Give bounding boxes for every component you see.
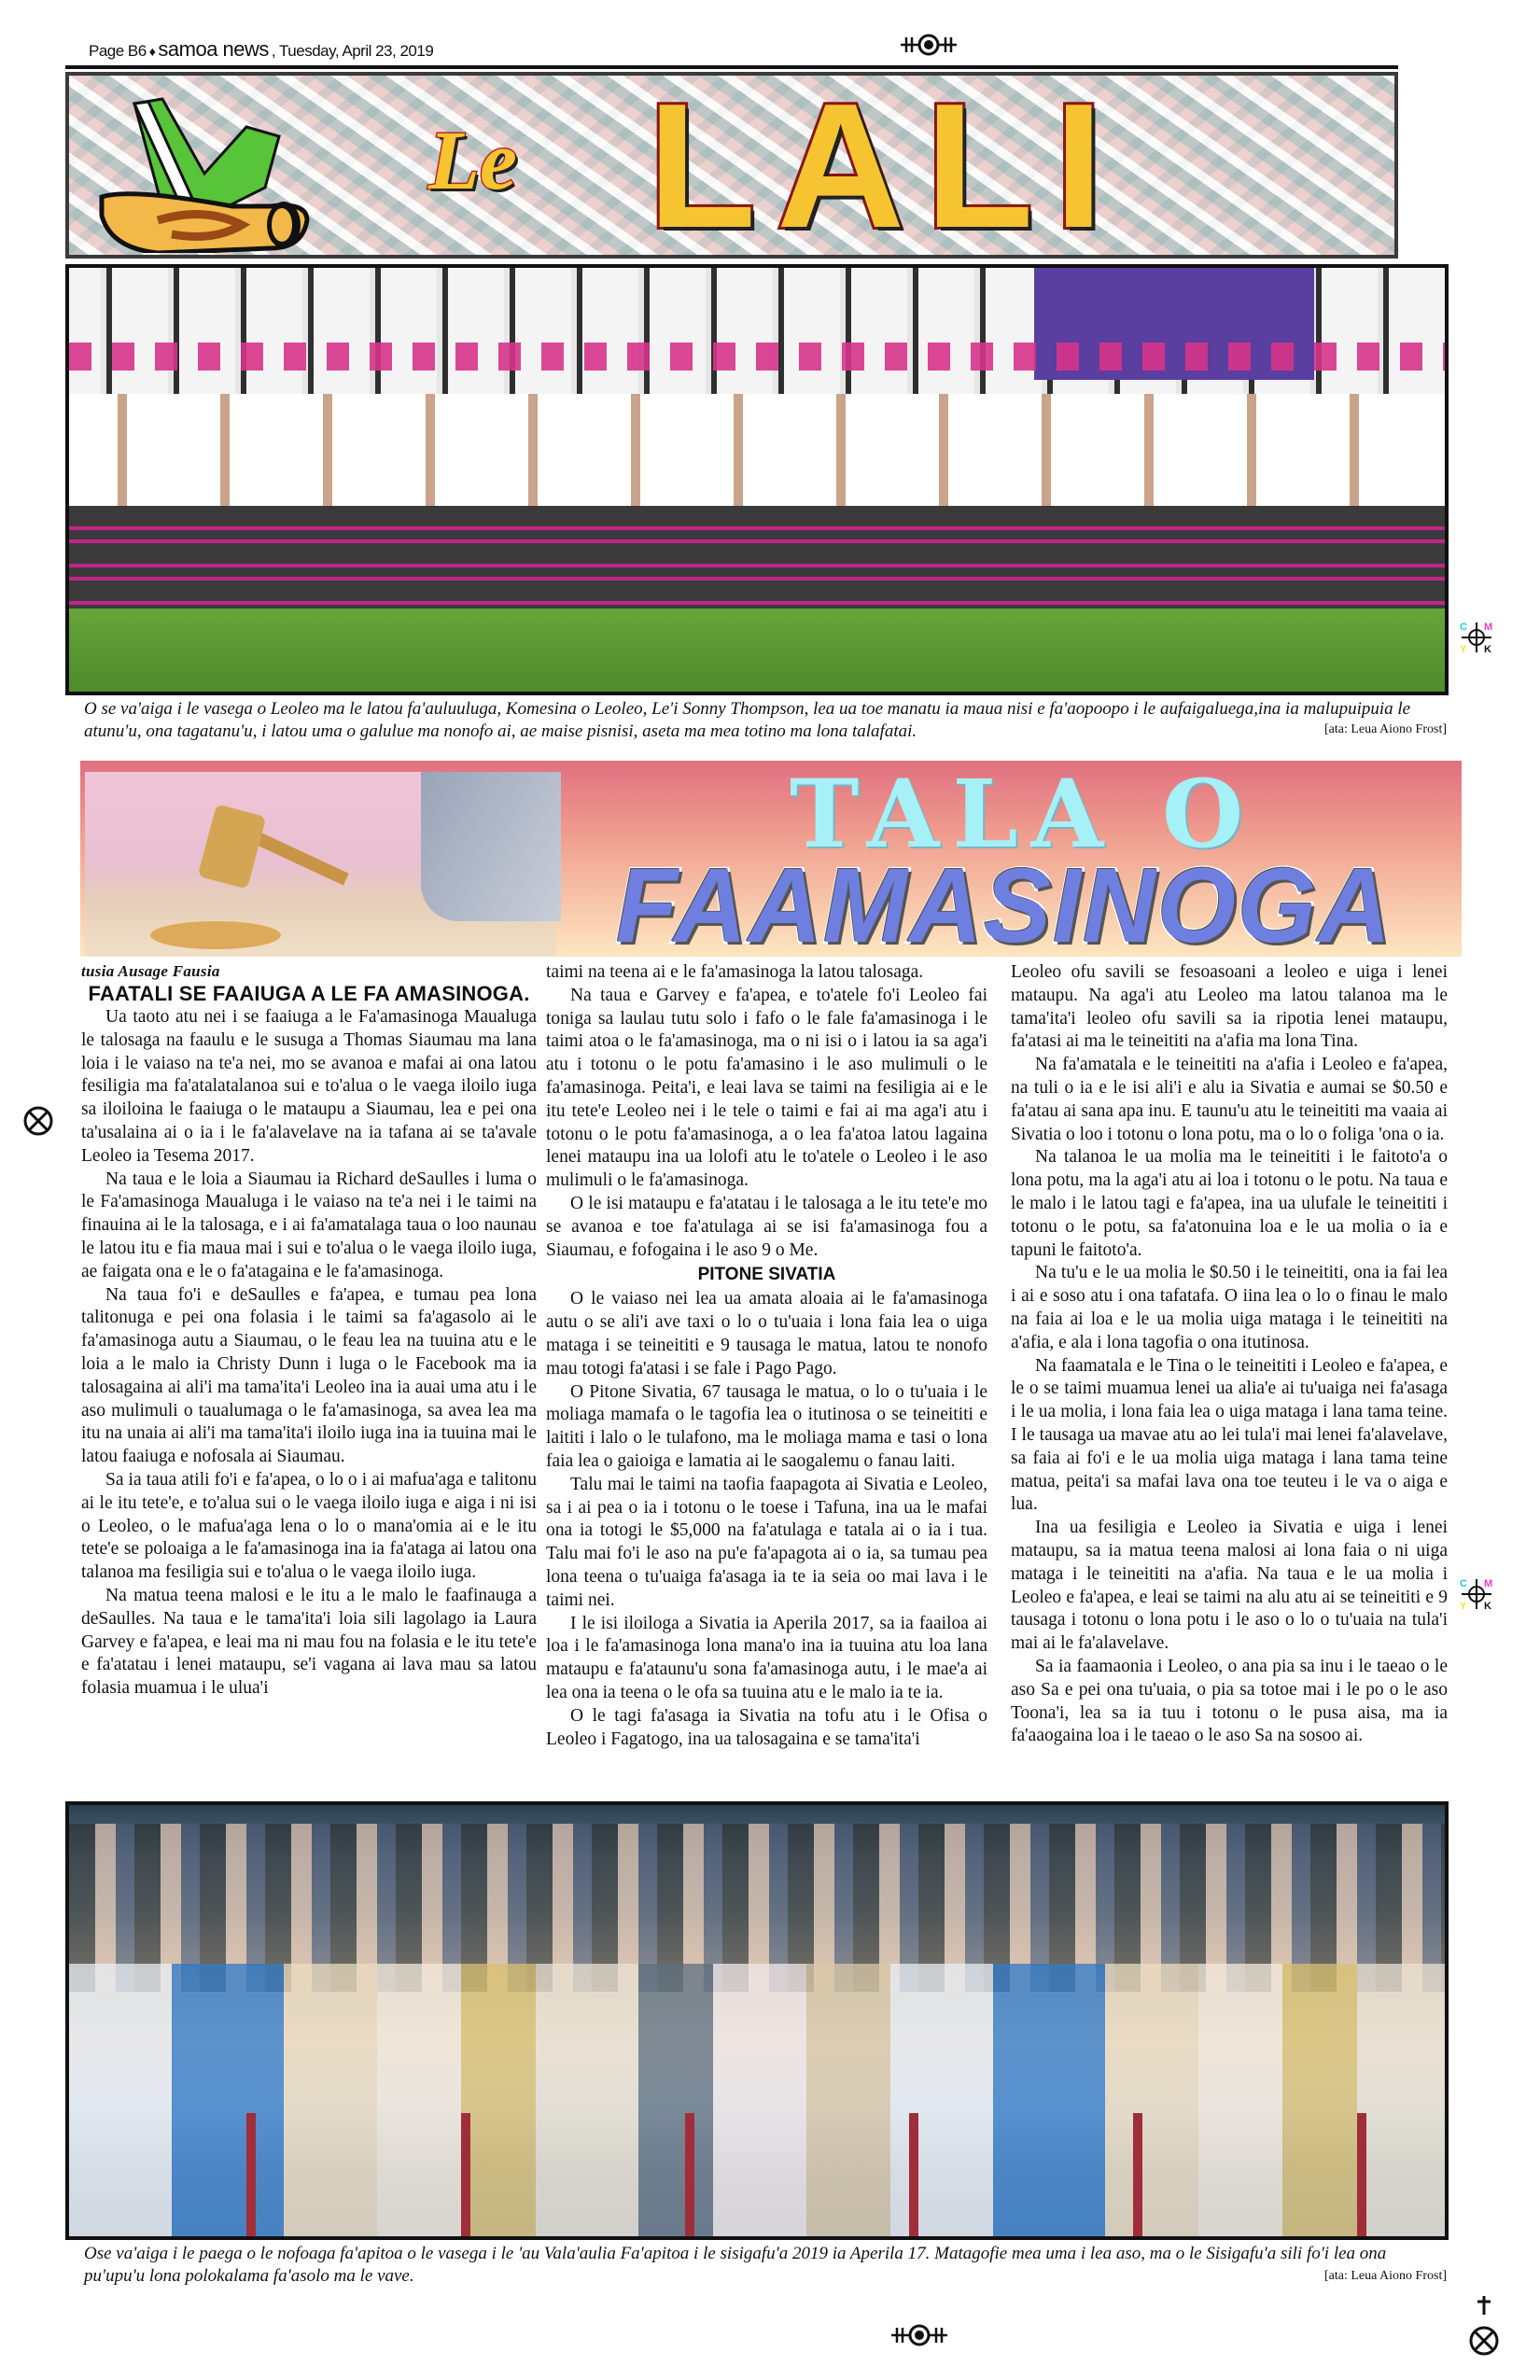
article-headline: FAATALI SE FAAIUGA A LE FA AMASINOGA. — [88, 982, 530, 1005]
chair — [1133, 2113, 1142, 2240]
vip-stand-photo — [65, 1801, 1449, 2240]
publication-date: , Tuesday, April 23, 2019 — [271, 42, 434, 60]
paragraph: O le tagi fa'asaga ia Sivatia na tofu atu i le Ofisa o Leoleo i Fagatogo, ina ua talosagaina e se tama'ita'i — [546, 1705, 987, 1749]
lali-letter: L — [925, 72, 1038, 259]
paragraph: Ua taoto atu nei i se faaiuga a le Fa'amasinoga Maualuga le talosaga na faaulu e le susuga a Thomas Siaumau ma lana loia i le vaiaso na te'a nei, mo se avanoa e mafai ai ona latou fesiligia ma fa'atalatalanoa sui e to'alua o le vaega iloilo iuga sa iloiloina le faaiuga o le mataupu a Siaumau, lea e pei ona ta'usalaina ai o ia i le fa'alavelave na ia tafana ai se ta'avale Leoleo ia Tesema 2017. — [81, 1007, 537, 1166]
chair — [685, 2113, 694, 2240]
lali-letter: L — [648, 72, 761, 259]
paragraph: Na faamatala e le Tina o le teineititi i Leoleo e fa'apea, e le o se taimi muamua lenei ua alia'e ai tu'uaiga nei fa'asaga i le ua molia, i lona faia lea o uiga mataga i lana tama teine. I le tausaga ua mavae atu ao lei tula'i mai lenei fa'alavelave, sa faia ai fo'i e le ua molia uiga mataga i lana tama teine matua, peita'i sa mafai lava ona toe teuteu i le va o aiga e lua. — [1011, 1355, 1448, 1515]
article-column-2 — [546, 961, 987, 1751]
officer-uniforms — [69, 394, 1445, 506]
chair — [461, 2113, 470, 2240]
svg-text:K: K — [1484, 644, 1491, 655]
registration-ornament-icon — [891, 2324, 947, 2346]
paragraph: Sa ia taua atili fo'i e fa'apea, o lo o i ai mafua'aga e talitonu ai le itu tete'e, e to'alua sui o le vaega iloilo iuga e aiga i ni isi o Leoleo, o le mafua'aga lena o lo o mana'omia ai e le itu tete'e se poloaiga a le fa'amasinoga ina ia fa'ataga ai latou ona talanoa ma fesiligia sui e to'alua o le vaega iloilo iuga. — [81, 1469, 537, 1583]
publication-name: samoa news — [158, 37, 269, 61]
paragraph: Ina ua fesiligia e Leoleo ia Sivatia e uiga i lenei mataupu, sa ia matua teena malosi ai lona faia o ni uiga mataga i le teineititi na a'afia. Na taua e le ua molia i Leoleo e fa'apea, e leai se taimi na alu atu ai se teineititi e 9 tausaga i totonu o lona potu i le aso o lo o tu'uaia na tula'i mai ai le fa'alavelave. — [1011, 1518, 1448, 1654]
cmyk-registration-mark-icon — [1458, 619, 1495, 656]
police-parade-photo — [65, 264, 1449, 695]
officer-caps — [69, 343, 1445, 371]
caption-text: O se va'aiga i le vasega o Leoleo ma le latou fa'auluuluga, Komesina o Leoleo, Le'i Sonny Thompson, lea ua toe manatu ia maua nisi e fa'aopoopo i le aufaigaluega,ina ia malupuipuia le atunu'u, ona tagatanu'u, i latou uma o galulue ma nonofo ai, ae maise pisnisi, aseta ma mea totino ma lona talafatai. — [84, 699, 1411, 741]
front-row-guests — [69, 1964, 1445, 2240]
judge-sleeve — [421, 772, 561, 921]
photo-credit: [ata: Leua Aiono Frost] — [1323, 2269, 1447, 2283]
gavel-image — [85, 772, 556, 957]
bottom-photo-caption — [84, 2243, 1447, 2288]
header-rule — [65, 65, 1398, 69]
gavel-icon — [198, 804, 267, 889]
paragraph: Na talanoa le ua molia ma le teineititi i le faitoto'a o lona potu, ma la aga'i atu ai loa i totonu o le potu. Na taua e le malo i le latou tagi e fa'apea, ina ua ulufale le teineititi i totonu o le potu, sa fa'atonuina loa e le ua molia o ia e tapuni le faitoto'a. — [1011, 1147, 1448, 1260]
lali-title — [648, 72, 1108, 259]
sound-block — [150, 921, 281, 949]
paragraph: Na tu'u e le ua molia le $0.50 i le teineititi, ona ia fai lea i ai e soso atu i ona tafatafa. O iina lea o lo o finau le malo na faia ai loa e le ua molia uiga mataga i le teineititi na a'afia, e ala i lona tagofia o ona itutinosa. — [1011, 1263, 1448, 1352]
svg-text:K: K — [1484, 1601, 1491, 1612]
gavel-handle — [250, 830, 349, 885]
svg-text:Y: Y — [1460, 1601, 1467, 1612]
paragraph: Na taua e Garvey e fa'apea, e to'atele fo'i Leoleo fai toniga sa laulau tutu solo i fafo o le fale fa'amasinoga i le taimi atoa o le fa'amasinoga, ma o ni isi o i latou ia sa aga'i atu i totonu o le potu fa'amasino i le aso mulimuli o le fa'amasinoga. Peita'i, e leai lava se taimi na fesiligia ai e le itu tete'e Leoleo nei i le tele o taimi e fai ai ma aga'i atu i totonu o le potu fa'amasinoga, a o lea fa'atoa latou lagaina lenei mataupu ina ua lolofi atu le to'atele o Leoleo i le aso mulimuli o le fa'amasinoga. — [546, 985, 987, 1191]
svg-text:M: M — [1484, 1578, 1493, 1589]
chair — [909, 2113, 918, 2240]
article-column-3 — [1011, 961, 1448, 1748]
paragraph: O le vaiaso nei lea ua amata aloaia ai le fa'amasinoga autu o se ali'i ave taxi o lo o tu'uaia i lona faia lea o uiga mataga i se teineititi e 9 tausaga le matua, latou te nonofo mau totogi fa'atasi i se fale i Pago Pago. — [546, 1289, 987, 1379]
article-column-1 — [81, 961, 537, 1701]
chair — [246, 2113, 256, 2240]
lali-letter: A — [777, 72, 909, 259]
crop-cross-icon — [1477, 2296, 1491, 2315]
paragraph: Sa ia faamaonia i Leoleo, o ana pia sa inu i le taeao o le aso Sa e pei ona tu'uaia, o pia sa totoe mai i le po o le aso Toona'i, lea sa ia tuu i totonu o le pusa aisa, ma ia fa'aaogaina loa i le taeao o le aso Sa na sosoo ai. — [1011, 1656, 1448, 1746]
photo-credit: [ata: Leua Aiono Frost] — [1323, 722, 1447, 736]
paragraph: Na fa'amatala e le teineititi na a'afia i Leoleo e fa'apea, na tuli o ia e le isi ali'i e alu ia Sivatia e aumai se $0.50 e fa'atau ai sana apa inu. E taunu'u atu le teineititi ma vaaia ai Sivatia o loo i totonu o lona potu, ma o lo o foliga 'ona o ia. — [1011, 1055, 1448, 1144]
crosshair-registration-icon — [16, 1099, 61, 1143]
tala-o-faamasinoga-banner — [80, 761, 1462, 957]
paragraph: taimi na teena ai e le fa'amasinoga la latou talosaga. — [546, 962, 924, 982]
byline: tusia Ausage Fausia — [81, 962, 220, 980]
page-folio — [89, 37, 433, 65]
paragraph: Na taua fo'i e deSaulles e fa'apea, e tumau pea lona talitonuga e pei ona folasia i le taimi sa fa'agasolo ai le fa'amasinoga autu a Siaumau, o le feau lea na tuuina atu e le loia a le malo ia Christy Dunn i luga o le Facebook ma ia talosagaina ai ali'i ma tama'ita'i Leoleo ina ia auai uma atu i le aso mulimuli o taualumaga o le fa'amasinoga, sa avea lea ma itu na unaia ai ali'i ma tama'ita'i iloilo iuga ina ia tuuina mai le latou faaiuga e nofosala ai Siaumau. — [81, 1284, 537, 1467]
top-photo-caption — [84, 698, 1447, 743]
paragraph: O Pitone Sivatia, 67 tausaga le matua, o lo o tu'uaia i le moliaga mamafa o le tagofia lea o itutinosa o se teineititi e laititi i lalo o le tulafono, ma le moliaga mama e tasi o lona faia lea o gaioiga e lamatia ai le saogalemu o fanau laiti. — [546, 1381, 987, 1471]
audience-row — [69, 1824, 1445, 1880]
registration-ornament-icon — [901, 34, 957, 56]
lali-letter: I — [1054, 72, 1108, 259]
page-number: Page B6 — [89, 42, 147, 60]
paragraph: O le isi mataupu e fa'atatau i le talosaga a le itu tete'e mo se avanoa e toe fa'atulaga ai se isi fa'amasinoga fou a Siaumau, e fofogaina i le aso 9 o Me. — [546, 1193, 987, 1260]
officer-lavalava — [69, 506, 1445, 609]
caption-text: Ose va'aiga i le paega o le nofoaga fa'apitoa o le vasega i le 'au Vala'aulia Fa'apitoa i le sisigafu'a 2019 ia Aperila 17. Matagofie mea uma i lea aso, ma o le Sisigafu'a sili fo'i lea ona pu'upu'u lona polokalama fa'asolo ma le vave. — [84, 2244, 1387, 2286]
log-drum-logo-icon — [92, 85, 428, 253]
paragraph: I le isi iloiloga a Sivatia ia Aperila 2017, sa ia faailoa ai loa i le fa'amasinoga lona mana'o ina ia tuuina atu loa lana mataupu e fa'ataunu'u sona fa'amasinoga autu, i le mae'a ai lea ona ia teena o le ofa sa tuuina atu e le malo ia te ia. — [546, 1613, 987, 1702]
banner-title-line2: FAAMASINOGA — [616, 845, 1393, 957]
paragraph: Na matua teena malosi e le itu a le malo le faafinauga a deSaulles. Na taua e le tama'ita'i loia sili lagolago ia Laura Garvey e fa'apea, e leai ma ni mau fou na folasia e le itu tete'e e fa'atatau i lenei mataupu, se'i vagana ai lava mau sa latou folasia muamua i le ulua'i — [81, 1585, 537, 1699]
chair — [1357, 2113, 1366, 2240]
svg-text:C: C — [1460, 1578, 1467, 1589]
cmyk-registration-mark-icon — [1458, 1575, 1495, 1613]
diamond-separator-icon: ♦ — [148, 44, 156, 59]
le-lali-masthead — [65, 72, 1398, 259]
svg-text:Y: Y — [1460, 644, 1467, 655]
svg-text:C: C — [1460, 622, 1467, 633]
le-prefix: Le — [428, 115, 517, 207]
paragraph: Leoleo ofu savili se fesoasoani a leoleo e uiga i lenei mataupu. Na aga'i atu Leoleo ma latou talanoa ma le tama'ita'i leoleo ofu savili sa ia ripotia lenei mataupu, fa'atasi ai ma le teineititi na a'afia ma lona Tina. — [1011, 962, 1448, 1052]
audience-row — [69, 1880, 1445, 1936]
paragraph: Na taua e le loia a Siaumau ia Richard deSaulles i luma o le Fa'amasinoga Maualuga i le vaiaso na te'a nei i le taimi na finauina ai le la talosaga, e i ai fa'amatalaga taua o loo naunau le latou itu e fia maua mai i sui e to'alua o le vaega iloilo iuga, ae faigata ona e le o fa'atagaina e le fa'amasinoga. — [81, 1169, 537, 1281]
paragraph: Talu mai le taimi na taofia faapagota ai Sivatia e Leoleo, sa i ai pea o ia i totonu o le toese i Tafuna, ina ua le mafai ona ia totogi le $5,000 na fa'atulaga e tatala ai o ia i tua. Talu mai fo'i le aso na pu'e fa'apagota ai o ia, sa tumau pea lona teena o tu'uaiga fa'asaga ia te ia seia oo mai lava i le taimi nei. — [546, 1474, 987, 1610]
crosshair-registration-icon — [1462, 2318, 1506, 2363]
subheading: PITONE SIVATIA — [697, 1265, 836, 1285]
svg-text:M: M — [1484, 622, 1493, 633]
banner-title-line1: TALA O — [789, 761, 1257, 869]
